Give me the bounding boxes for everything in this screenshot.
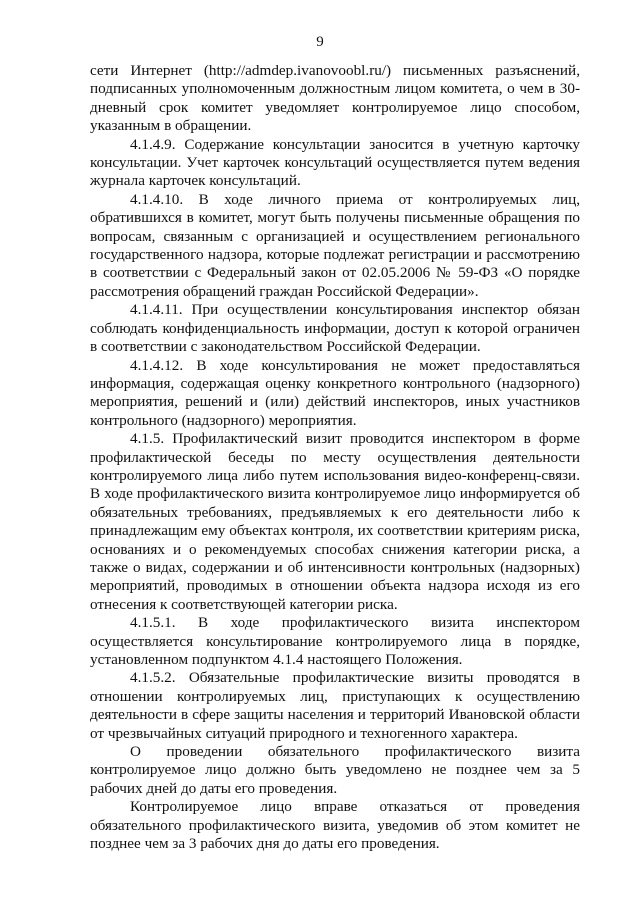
paragraph-notification: О проведении обязательного профилактического визита контролируемое лицо должно быть уведомлено не позднее чем за 5 рабочих дней до даты его проведения. <box>90 743 580 797</box>
document-body <box>90 62 580 853</box>
paragraph-continuation: сети Интернет (http://admdep.ivanovoobl.ru/) письменных разъяснений, подписанных уполномоченным должностным лицом комитета, о чем в 30-дневный срок комитет уведомляет контролируемое лицо способом, указанным в обращении. <box>90 62 580 135</box>
paragraph-4-1-5-1: 4.1.5.1. В ходе профилактического визита инспектором осуществляется консультирование контролируемого лица в порядке, установленном подпунктом 4.1.4 настоящего Положения. <box>90 614 580 668</box>
paragraph-4-1-5: 4.1.5. Профилактический визит проводится инспектором в форме профилактической беседы по месту осуществления деятельности контролируемого лица либо путем использования видео-конференц-связи. В ходе профилактического визита контролируемое лицо информируется об обязательных требованиях, предъявляемых к его деятельности либо к принадлежащим ему объектах контроля, их соответствии критериям риска, основаниях и о рекомендуемых способах снижения категории риска, а также о видах, содержании и об интенсивности контрольных (надзорных) мероприятий, проводимых в отношении объекта надзора исходя из его отнесения к соответствующей категории риска. <box>90 430 580 613</box>
paragraph-4-1-4-12: 4.1.4.12. В ходе консультирования не может предоставляться информация, содержащая оценку конкретного контрольного (надзорного) мероприятия, решений и (или) действий инспекторов, иных участников контрольного (надзорного) мероприятия. <box>90 356 580 429</box>
paragraph-4-1-4-10: 4.1.4.10. В ходе личного приема от контролируемых лиц, обратившихся в комитет, могут быть получены письменные обращения по вопросам, связанным с организацией и осуществлением регионального государственного надзора, которые подлежат регистрации и рассмотрению в соответствии с Федеральный закон от 02.05.2006 № 59-ФЗ «О порядке рассмотрения обращений граждан Российской Федерации». <box>90 190 580 300</box>
paragraph-4-1-4-9: 4.1.4.9. Содержание консультации заносится в учетную карточку консультации. Учет карточек консультаций осуществляется путем ведения журнала карточек консультаций. <box>90 135 580 190</box>
paragraph-refusal: Контролируемое лицо вправе отказаться от проведения обязательного профилактического визита, уведомив об этом комитет не позднее чем за 3 рабочих дня до даты его проведения. <box>90 798 580 853</box>
page-number: 9 <box>316 34 324 50</box>
paragraph-4-1-4-11: 4.1.4.11. При осуществлении консультирования инспектор обязан соблюдать конфиденциальность информации, доступ к которой ограничен в соответствии с законодательством Российской Федерации. <box>90 301 580 356</box>
paragraph-4-1-5-2: 4.1.5.2. Обязательные профилактические визиты проводятся в отношении контролируемых лиц, приступающих к осуществлению деятельности в сфере защиты населения и территорий Ивановской области от чрезвычайных ситуаций природного и техногенного характера. <box>90 669 580 742</box>
